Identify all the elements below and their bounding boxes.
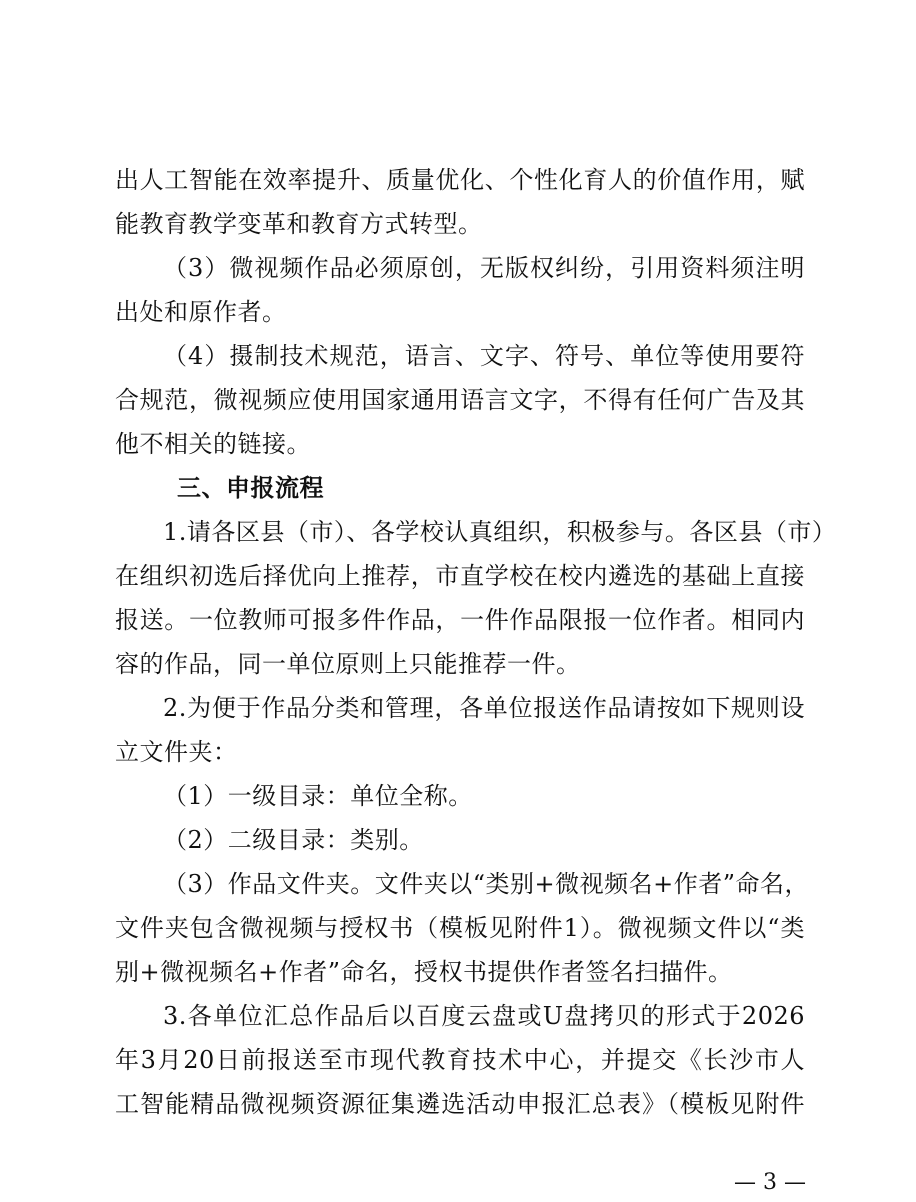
page-number: — 3 — xyxy=(734,1170,806,1195)
paragraph-line: （1）一级目录：单位全称。 xyxy=(163,782,473,810)
paragraph-line: 报送。一位教师可报多件作品，一件作品限报一位作者。相同内 xyxy=(115,606,805,634)
section-heading: 三、申报流程 xyxy=(177,474,324,502)
paragraph-line: 出处和原作者。 xyxy=(115,298,287,326)
document-body xyxy=(115,158,837,1126)
paragraph-line: 工智能精品微视频资源征集遴选活动申报汇总表》（模板见附件 xyxy=(115,1090,805,1118)
paragraph-line: （3）作品文件夹。文件夹以“类别+微视频名+作者”命名， xyxy=(163,870,810,898)
paragraph-line: 他不相关的链接。 xyxy=(115,430,311,458)
paragraph-line: （4）摄制技术规范，语言、文字、符号、单位等使用要符 xyxy=(163,342,805,370)
paragraph-line: 合规范，微视频应使用国家通用语言文字，不得有任何广告及其 xyxy=(115,386,805,414)
paragraph-line: 出人工智能在效率提升、质量优化、个性化育人的价值作用，赋 xyxy=(115,166,805,194)
paragraph-line: 立文件夹： xyxy=(115,738,238,766)
paragraph-line: 在组织初选后择优向上推荐，市直学校在校内遴选的基础上直接 xyxy=(115,562,805,590)
paragraph-line: 别+微视频名+作者”命名，授权书提供作者签名扫描件。 xyxy=(115,958,733,986)
paragraph-line: 2.为便于作品分类和管理，各单位报送作品请按如下规则设 xyxy=(163,694,805,722)
paragraph-line: 容的作品，同一单位原则上只能推荐一件。 xyxy=(115,650,581,678)
paragraph-line: 3.各单位汇总作品后以百度云盘或U盘拷贝的形式于2026 xyxy=(163,1002,805,1030)
paragraph-line: 文件夹包含微视频与授权书（模板见附件1）。微视频文件以“类 xyxy=(115,914,805,942)
paragraph-line: 年3月20日前报送至市现代教育技术中心，并提交《长沙市人 xyxy=(115,1046,805,1074)
paragraph-line: （3）微视频作品必须原创，无版权纠纷，引用资料须注明 xyxy=(163,254,805,282)
paragraph-line: 能教育教学变革和教育方式转型。 xyxy=(115,210,483,238)
paragraph-line: （2）二级目录：类别。 xyxy=(163,826,424,854)
paragraph-line: 1.请各区县（市）、各学校认真组织，积极参与。各区县（市） xyxy=(163,518,837,546)
